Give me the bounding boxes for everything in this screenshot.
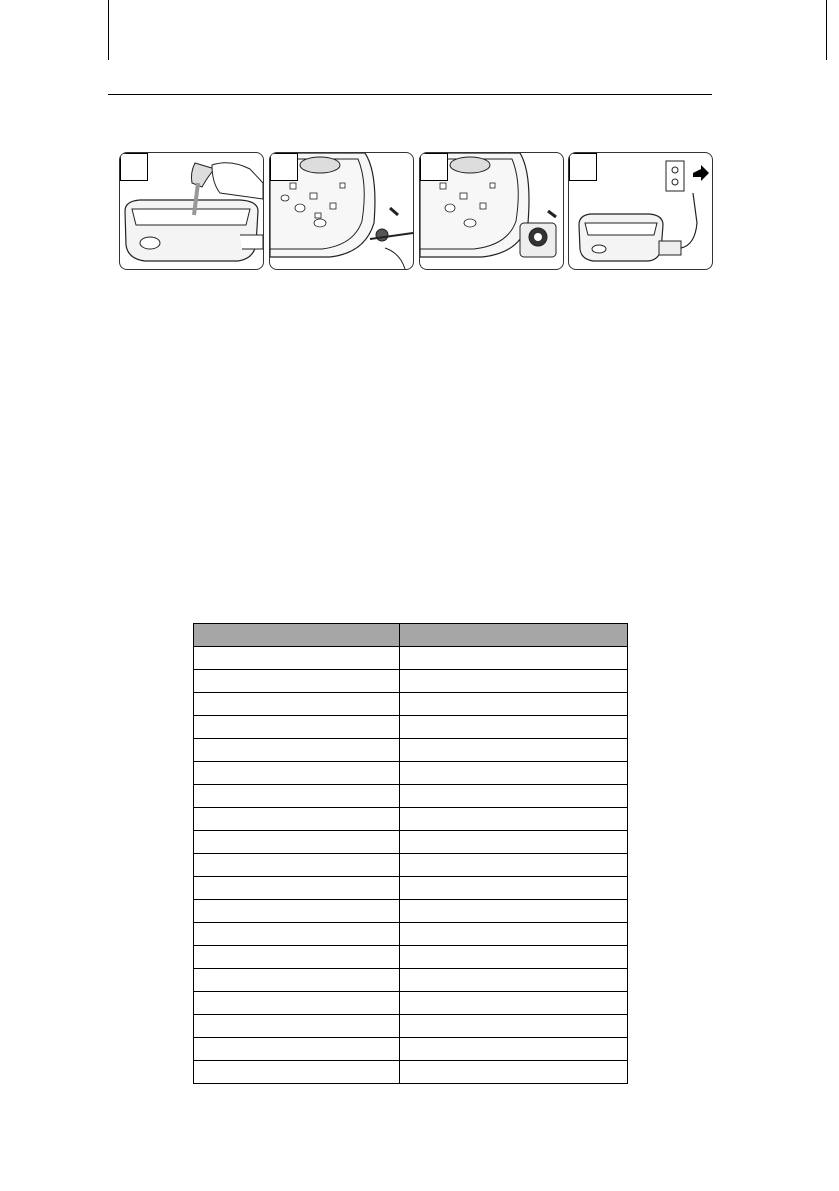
table-row	[194, 1038, 628, 1061]
table-header-cell	[194, 624, 400, 647]
step-number-box	[420, 153, 448, 181]
table-cell	[194, 762, 400, 785]
table-cell	[194, 831, 400, 854]
table-cell	[194, 992, 400, 1015]
table-cell	[194, 647, 400, 670]
table-cell	[194, 1015, 400, 1038]
step-panel-1	[119, 152, 264, 270]
table-cell	[194, 877, 400, 900]
table-row	[194, 946, 628, 969]
table-cell	[400, 670, 628, 693]
step-number-box	[569, 153, 597, 181]
reference-table	[193, 623, 628, 1084]
table-row	[194, 808, 628, 831]
table-cell	[400, 923, 628, 946]
table-cell	[194, 946, 400, 969]
table-cell	[400, 1015, 628, 1038]
table-cell	[400, 762, 628, 785]
step-illustrations	[119, 152, 712, 270]
table-cell	[400, 877, 628, 900]
table-cell	[194, 900, 400, 923]
table-row	[194, 900, 628, 923]
table-cell	[194, 923, 400, 946]
table-cell	[400, 739, 628, 762]
table-row	[194, 762, 628, 785]
table-row	[194, 670, 628, 693]
table-cell	[194, 670, 400, 693]
table-row	[194, 647, 628, 670]
table-cell	[194, 785, 400, 808]
table-row	[194, 1061, 628, 1084]
table-row	[194, 923, 628, 946]
table-cell	[400, 854, 628, 877]
table-cell	[194, 716, 400, 739]
step-number-box	[120, 153, 148, 181]
table-cell	[400, 969, 628, 992]
table-row	[194, 1015, 628, 1038]
table-cell	[194, 808, 400, 831]
header-rule	[108, 94, 712, 95]
table-row	[194, 739, 628, 762]
table-cell	[400, 946, 628, 969]
table-cell	[194, 854, 400, 877]
table-row	[194, 716, 628, 739]
table-row	[194, 877, 628, 900]
table-cell	[400, 900, 628, 923]
table-row	[194, 831, 628, 854]
crop-mark-right	[826, 0, 827, 60]
table-header-cell	[400, 624, 628, 647]
table-cell	[400, 1061, 628, 1084]
table-cell	[194, 739, 400, 762]
table-cell	[194, 693, 400, 716]
table-cell	[400, 1038, 628, 1061]
step-panel-2	[269, 152, 414, 270]
crop-mark-left	[108, 0, 109, 60]
table-row	[194, 785, 628, 808]
table-cell	[194, 969, 400, 992]
table-cell	[400, 992, 628, 1015]
table-row	[194, 992, 628, 1015]
step-number-box	[270, 153, 298, 181]
table-cell	[400, 693, 628, 716]
table-cell	[400, 785, 628, 808]
table-cell	[194, 1061, 400, 1084]
table-cell	[400, 831, 628, 854]
step-panel-4	[568, 152, 713, 270]
table-cell	[400, 808, 628, 831]
step-panel-3	[419, 152, 564, 270]
table-cell	[400, 647, 628, 670]
table-row	[194, 693, 628, 716]
table-cell	[400, 716, 628, 739]
table-row	[194, 969, 628, 992]
table-header-row	[194, 624, 628, 647]
table-row	[194, 854, 628, 877]
table-cell	[194, 1038, 400, 1061]
